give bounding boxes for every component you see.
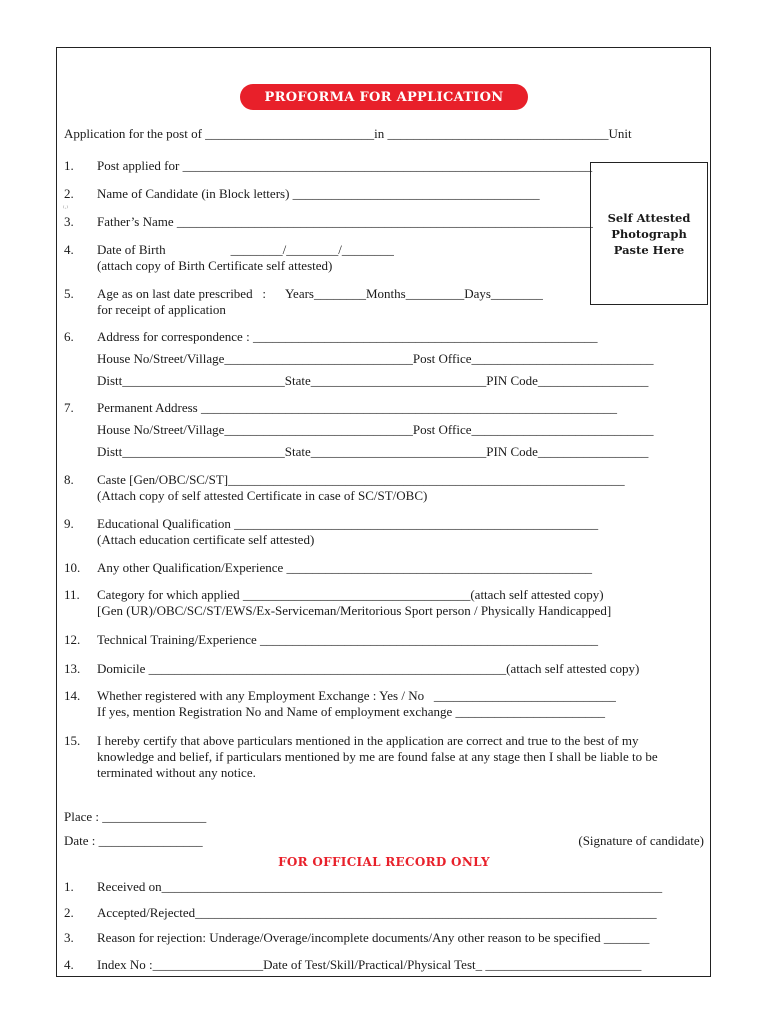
item-number: 13. bbox=[64, 661, 81, 676]
form-title: PROFORMA FOR APPLICATION bbox=[240, 84, 528, 110]
item-number: 7. bbox=[64, 400, 74, 415]
item-number: 10. bbox=[64, 560, 81, 575]
item-number: 14. bbox=[64, 688, 81, 703]
margin-mark: ⁽·⁾ bbox=[63, 206, 68, 212]
official-item-text: Index No :_________________Date of Test/Skill/Practical/Physical Test_ ________________________ bbox=[97, 957, 642, 972]
item-text-line: House No/Street/Village_____________________________Post Office____________________________ bbox=[97, 422, 654, 437]
item-text-line: Name of Candidate (in Block letters) ______________________________________ bbox=[97, 186, 540, 201]
item-number: 6. bbox=[64, 329, 74, 344]
item-text-line: I hereby certify that above particulars mentioned in the application are correct and true to the best of my bbox=[97, 733, 639, 748]
item-number: 3. bbox=[64, 214, 74, 229]
item-number: 12. bbox=[64, 632, 81, 647]
item-text-line: (attach copy of Birth Certificate self attested) bbox=[97, 258, 333, 273]
item-text-line: Address for correspondence : _____________________________________________________ bbox=[97, 329, 598, 344]
item-text-line: Any other Qualification/Experience _______________________________________________ bbox=[97, 560, 593, 575]
place-field: Place : ________________ bbox=[64, 809, 207, 824]
official-item-text: Accepted/Rejected_______________________________________________________________________ bbox=[97, 905, 657, 920]
item-text-line: Date of Birth ________/________/________ bbox=[97, 242, 394, 257]
item-text-line: Educational Qualification ________________________________________________________ bbox=[97, 516, 599, 531]
item-number: 5. bbox=[64, 286, 74, 301]
intro-line: Application for the post of __________________________in __________________________________Unit bbox=[64, 126, 632, 141]
item-text-line: [Gen (UR)/OBC/SC/ST/EWS/Ex-Serviceman/Meritorious Sport person / Physically Handicapped] bbox=[97, 603, 612, 618]
signature-label: (Signature of candidate) bbox=[578, 833, 704, 848]
item-number: 2. bbox=[64, 186, 74, 201]
item-text-line: Domicile _______________________________________________________(attach self attested copy) bbox=[97, 661, 640, 676]
item-number: 11. bbox=[64, 587, 80, 602]
item-text-line: Technical Training/Experience ____________________________________________________ bbox=[97, 632, 598, 647]
official-item-number: 3. bbox=[64, 930, 74, 945]
date-field: Date : ________________ bbox=[64, 833, 203, 848]
item-text-line: (Attach education certificate self attested) bbox=[97, 532, 315, 547]
item-text-line: Father’s Name ________________________________________________________________ bbox=[97, 214, 593, 229]
official-item-number: 2. bbox=[64, 905, 74, 920]
item-text-line: (Attach copy of self attested Certificate in case of SC/ST/OBC) bbox=[97, 488, 428, 503]
photo-box-label: Self Attested Photograph Paste Here bbox=[607, 210, 691, 257]
official-item-text: Received on_____________________________________________________________________________ bbox=[97, 879, 663, 894]
item-text-line: terminated without any notice. bbox=[97, 765, 256, 780]
photo-box bbox=[590, 162, 708, 305]
item-text-line: Category for which applied ___________________________________(attach self attested copy) bbox=[97, 587, 604, 602]
item-number: 8. bbox=[64, 472, 74, 487]
item-text-line: for receipt of application bbox=[97, 302, 226, 317]
item-text-line: Whether registered with any Employment Exchange : Yes / No ____________________________ bbox=[97, 688, 616, 703]
item-text-line: If yes, mention Registration No and Name of employment exchange _______________________ bbox=[97, 704, 605, 719]
official-item-number: 1. bbox=[64, 879, 74, 894]
item-number: 1. bbox=[64, 158, 74, 173]
item-text-line: knowledge and belief, if particulars mentioned by me are found false at any stage then I shall be liable to be bbox=[97, 749, 658, 764]
official-record-title: FOR OFFICIAL RECORD ONLY bbox=[278, 855, 490, 869]
item-number: 15. bbox=[64, 733, 81, 748]
item-text-line: Distt_________________________State___________________________PIN Code_________________ bbox=[97, 373, 649, 388]
item-number: 4. bbox=[64, 242, 74, 257]
item-number: 9. bbox=[64, 516, 74, 531]
item-text-line: Permanent Address ________________________________________________________________ bbox=[97, 400, 617, 415]
item-text-line: Distt_________________________State___________________________PIN Code_________________ bbox=[97, 444, 649, 459]
official-item-text: Reason for rejection: Underage/Overage/incomplete documents/Any other reason to be specified _______ bbox=[97, 930, 650, 945]
official-item-number: 4. bbox=[64, 957, 74, 972]
item-text-line: Age as on last date prescribed : Years________Months_________Days________ bbox=[97, 286, 543, 301]
item-text-line: House No/Street/Village_____________________________Post Office____________________________ bbox=[97, 351, 654, 366]
item-text-line: Caste [Gen/OBC/SC/ST]_____________________________________________________________ bbox=[97, 472, 625, 487]
item-text-line: Post applied for _______________________________________________________________ bbox=[97, 158, 593, 173]
